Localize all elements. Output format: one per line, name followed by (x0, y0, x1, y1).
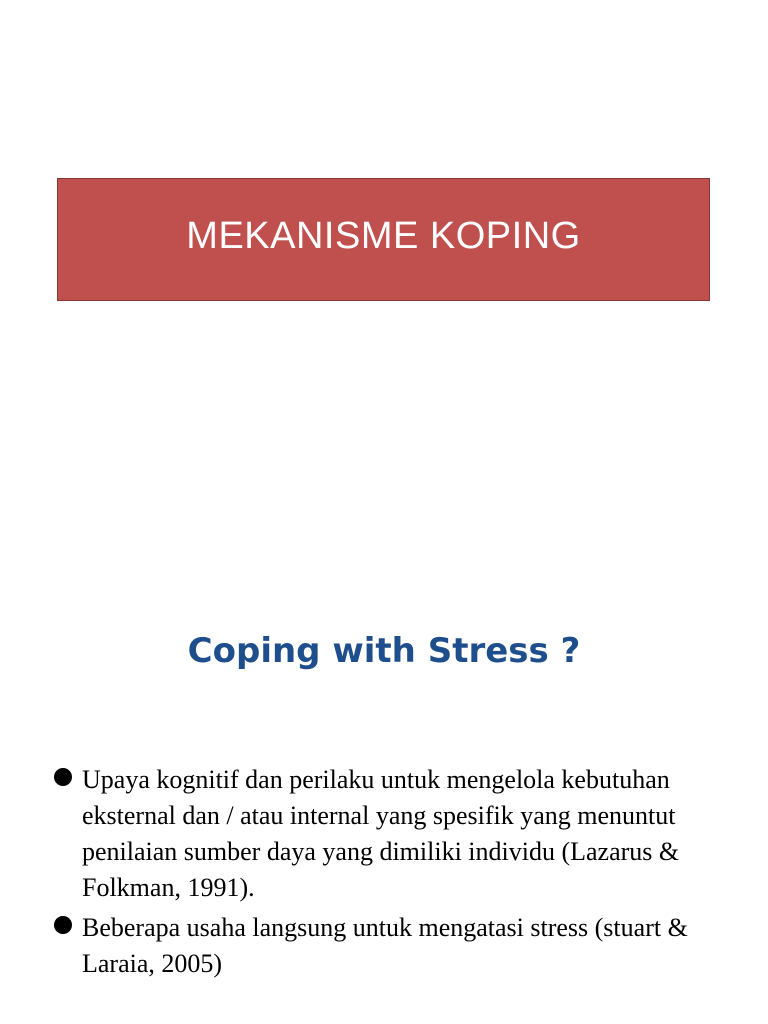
bullet-icon (54, 916, 72, 934)
section-heading: Coping with Stress ? (187, 631, 581, 671)
bullet-text: Beberapa usaha langsung untuk mengatasi stress (stuart & Laraia, 2005) (82, 913, 688, 978)
bullet-icon (54, 768, 72, 786)
list-item (50, 762, 740, 906)
slide-title: MEKANISME KOPING (186, 215, 581, 257)
title-banner (57, 178, 710, 301)
list-item (50, 910, 740, 982)
bullet-list (50, 762, 740, 986)
bullet-text: Upaya kognitif dan perilaku untuk mengelola kebutuhan eksternal dan / atau internal yang spesifik yang menuntut penilaian sumber daya yang dimiliki individu (Lazarus & Folkman, 1991). (82, 765, 680, 902)
